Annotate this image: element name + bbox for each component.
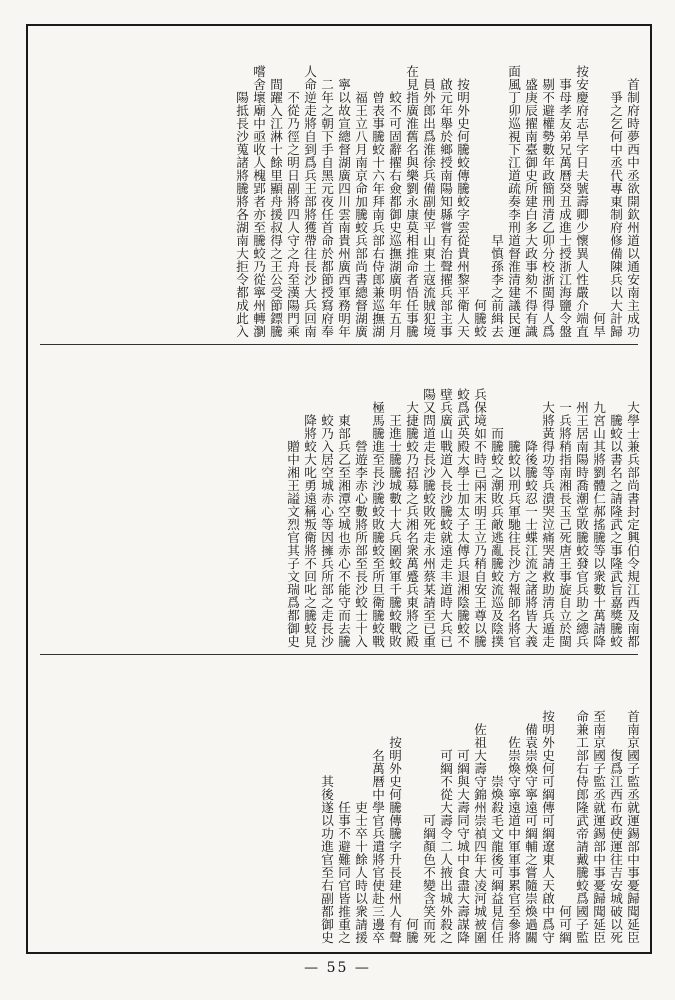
text-column: 贈中湘王謚文烈官其子文瑞爲都御史 xyxy=(285,440,300,648)
text-band-middle xyxy=(40,350,638,648)
text-column: 員外郎出爲淮徐兵備副使平山東土寇流賊犯境 xyxy=(421,78,436,338)
text-column: 何旱 xyxy=(591,312,606,338)
text-column: 剔不避權勢數年政簡刑清乙卯分校浙閩得人爲 xyxy=(540,78,555,338)
text-column: 爭之乞何中丞代專東制府修備陳兵以大計歸 xyxy=(608,91,623,338)
text-column: 備袁崇煥守寧遠可綱輔之嘗隨崇煥過關 xyxy=(523,723,538,944)
text-column: 命兼工部右侍郎隆武帝請戴騰蛟爲國子監 xyxy=(574,710,589,944)
text-column: 陽又問道走長沙騰蛟敗死走永州蔡某請至已重 xyxy=(421,388,436,648)
text-column: 九宮山其將劉體仁郝搖騰等以衆數十萬請降 xyxy=(591,401,606,648)
text-column: 可綱顏色不變含笑而死 xyxy=(421,814,436,944)
text-column: 騰蛟以刑兵軍馳往長沙方報師名將官 xyxy=(506,440,521,648)
text-column: 大捷騰蛟乃招募之兵湘名衆萬蹙兵東將之殿 xyxy=(404,401,419,648)
page-number: — 55 — xyxy=(304,960,371,976)
text-column: 極馬騰進至長沙騰蛟敗騰蛟至所旦衛騰蛟戰 xyxy=(370,401,385,648)
text-column: 州王居南陽時喬潮堂敗騰蛟發官兵助之總兵 xyxy=(574,401,589,648)
text-column: 啟元年舉於鄉授南陽知縣嘗有治聲擢兵部主事 xyxy=(438,78,453,338)
text-column: 事母孝友弟兄萬曆癸丑成進士授浙江海鹽令盤 xyxy=(557,78,572,338)
text-column: 何騰 xyxy=(404,918,419,944)
page-frame xyxy=(26,24,652,954)
text-column: 壁兵廣山戰道入長沙騰蛟就遠走丰道時大兵已 xyxy=(438,388,453,648)
text-column: 嚐舍壞廟中亟收人槐郢者亦至騰蛟乃從寧州轉瀏 xyxy=(251,65,266,338)
text-column: 按安慶府志旱字日夫號壽卿少懷異人性嚴介端直 xyxy=(574,65,589,338)
text-column: 不從乃徑之明日副將四人守之舟至漢陽門乘 xyxy=(285,91,300,338)
text-column: 蛟乃入居空城赤心等因擁兵所部之走長沙 xyxy=(319,414,334,648)
text-column: 佐崇煥守寧遠道中軍軍事累官至參將 xyxy=(506,736,521,944)
text-column: 寧以故宣總督湖廣四川雲南貴州廣西軍務明年 xyxy=(336,78,351,338)
text-column: 陽抵長沙蒐諸將騰將各湖南大拒令都成此入 xyxy=(234,91,249,338)
text-column: 騰蛟以書名之請隆武之事隆武旨嘉獎騰蛟 xyxy=(608,414,623,648)
text-column: 按明外史何騰蛟傳騰蛟字雲從貴州黎平衛人天 xyxy=(455,78,470,338)
text-column: 蛟不可固辭擢右僉都御史巡撫湖廣明年五月 xyxy=(387,91,402,338)
text-column: 早慎孫李之前緝去 xyxy=(489,234,504,338)
text-column: 人命逆走將自到爲兵王部將獲帶往長沙大兵回南 xyxy=(302,65,317,338)
text-column: 按明外史何可綱傳可綱遼東人天啟中爲守 xyxy=(540,710,555,944)
text-column: 何騰蛟 xyxy=(472,299,487,338)
text-column: 崇煥殺毛文龍後可綱益見信任 xyxy=(489,775,504,944)
text-column: 大學士兼兵部尚書封定興伯令規江西及南都 xyxy=(625,401,640,648)
text-column: 名萬曆中學官兵遣將官使赴三邊卒 xyxy=(370,749,385,944)
text-column: 可綱不從大壽令二人掖出城外殺之 xyxy=(438,749,453,944)
text-column: 復爲江西布政使運往吉安城破以死 xyxy=(608,749,623,944)
text-column: 蛟爲武英殿大學士加太子太傅兵退湘陰騰蛟不 xyxy=(455,388,470,648)
text-column: 王進士騰騰城數十大兵圍蛟軍千騰蛟戰敗 xyxy=(387,414,402,648)
text-column: 一兵將稍指南湘長玉己死唐王事旋自立於閩 xyxy=(557,401,572,648)
text-band-upper xyxy=(40,34,638,338)
text-column: 降後騰蛟忍一士蝶江流之諸將皆大義 xyxy=(523,440,538,648)
text-band-lower xyxy=(40,660,638,944)
text-column: 二年之朝下手自黑元夜任首命於都節授寫府奉 xyxy=(319,78,334,338)
text-column: 佐祖大壽守錦州崇禎四年大凌河城被圍 xyxy=(472,723,487,944)
text-column: 大將黃得功等兵潰哭泣痛哭請救助淸兵遁走 xyxy=(540,401,555,648)
text-column: 其後遂以功進官至右副都御史 xyxy=(319,775,334,944)
text-column: 面風丁卯巡視下江道疏奏李刑道督淮清建議民運 xyxy=(506,65,521,338)
text-column: 可綱與大壽同守城中食盡大壽謀降 xyxy=(455,749,470,944)
text-column: 至南京國子監丞就運錫部中事憂歸聞延臣 xyxy=(591,710,606,944)
text-column: 營遊李赤心數將所部至長沙蛟士十入 xyxy=(353,440,368,648)
band-divider xyxy=(40,344,638,345)
text-column: 盛庚辰擢南臺御史所建白多大政事劾不得有識 xyxy=(523,78,538,338)
text-column: 而騰蛟之潮敗兵敵逃亂騰蛟流巡及陰撲 xyxy=(489,427,504,648)
text-column: 首南京國子監丞就運錫部中事憂歸聞延臣 xyxy=(625,710,640,944)
text-column: 兵保境如不時已兩末明王立乃稍自安王尊以騰 xyxy=(472,388,487,648)
text-column: 在見指廣淮舊名與樂劉永康莫相推命者悟任事騰 xyxy=(404,65,419,338)
text-column: 何可綱 xyxy=(557,905,572,944)
text-column: 任事不避難同官皆推重之 xyxy=(336,801,351,944)
text-column: 首制府時夢西中丞欲開欽州道以通安南主成功 xyxy=(625,78,640,338)
band-divider xyxy=(40,654,638,655)
text-column: 福王立八月南京命加騰蛟兵部尚書總督湖廣 xyxy=(353,91,368,338)
text-column: 東部兵乙至湘潭空城也赤心不能守而去騰 xyxy=(336,414,351,648)
text-column: 吏士卒十餘人時以衆請援 xyxy=(353,801,368,944)
text-column: 間躍入江淋十餘里顯舟援叔得之王公受節鏢騰 xyxy=(268,78,283,338)
text-column: 按明外史何騰傳騰字升長建州人有聲 xyxy=(387,736,402,944)
text-column: 曾表事騰蛟十六年拜南兵部右侍郎兼巡撫湖 xyxy=(370,91,385,338)
text-column: 降將蛟大叱勇遠稱叛衛將不回叱之騰蛟見 xyxy=(302,414,317,648)
